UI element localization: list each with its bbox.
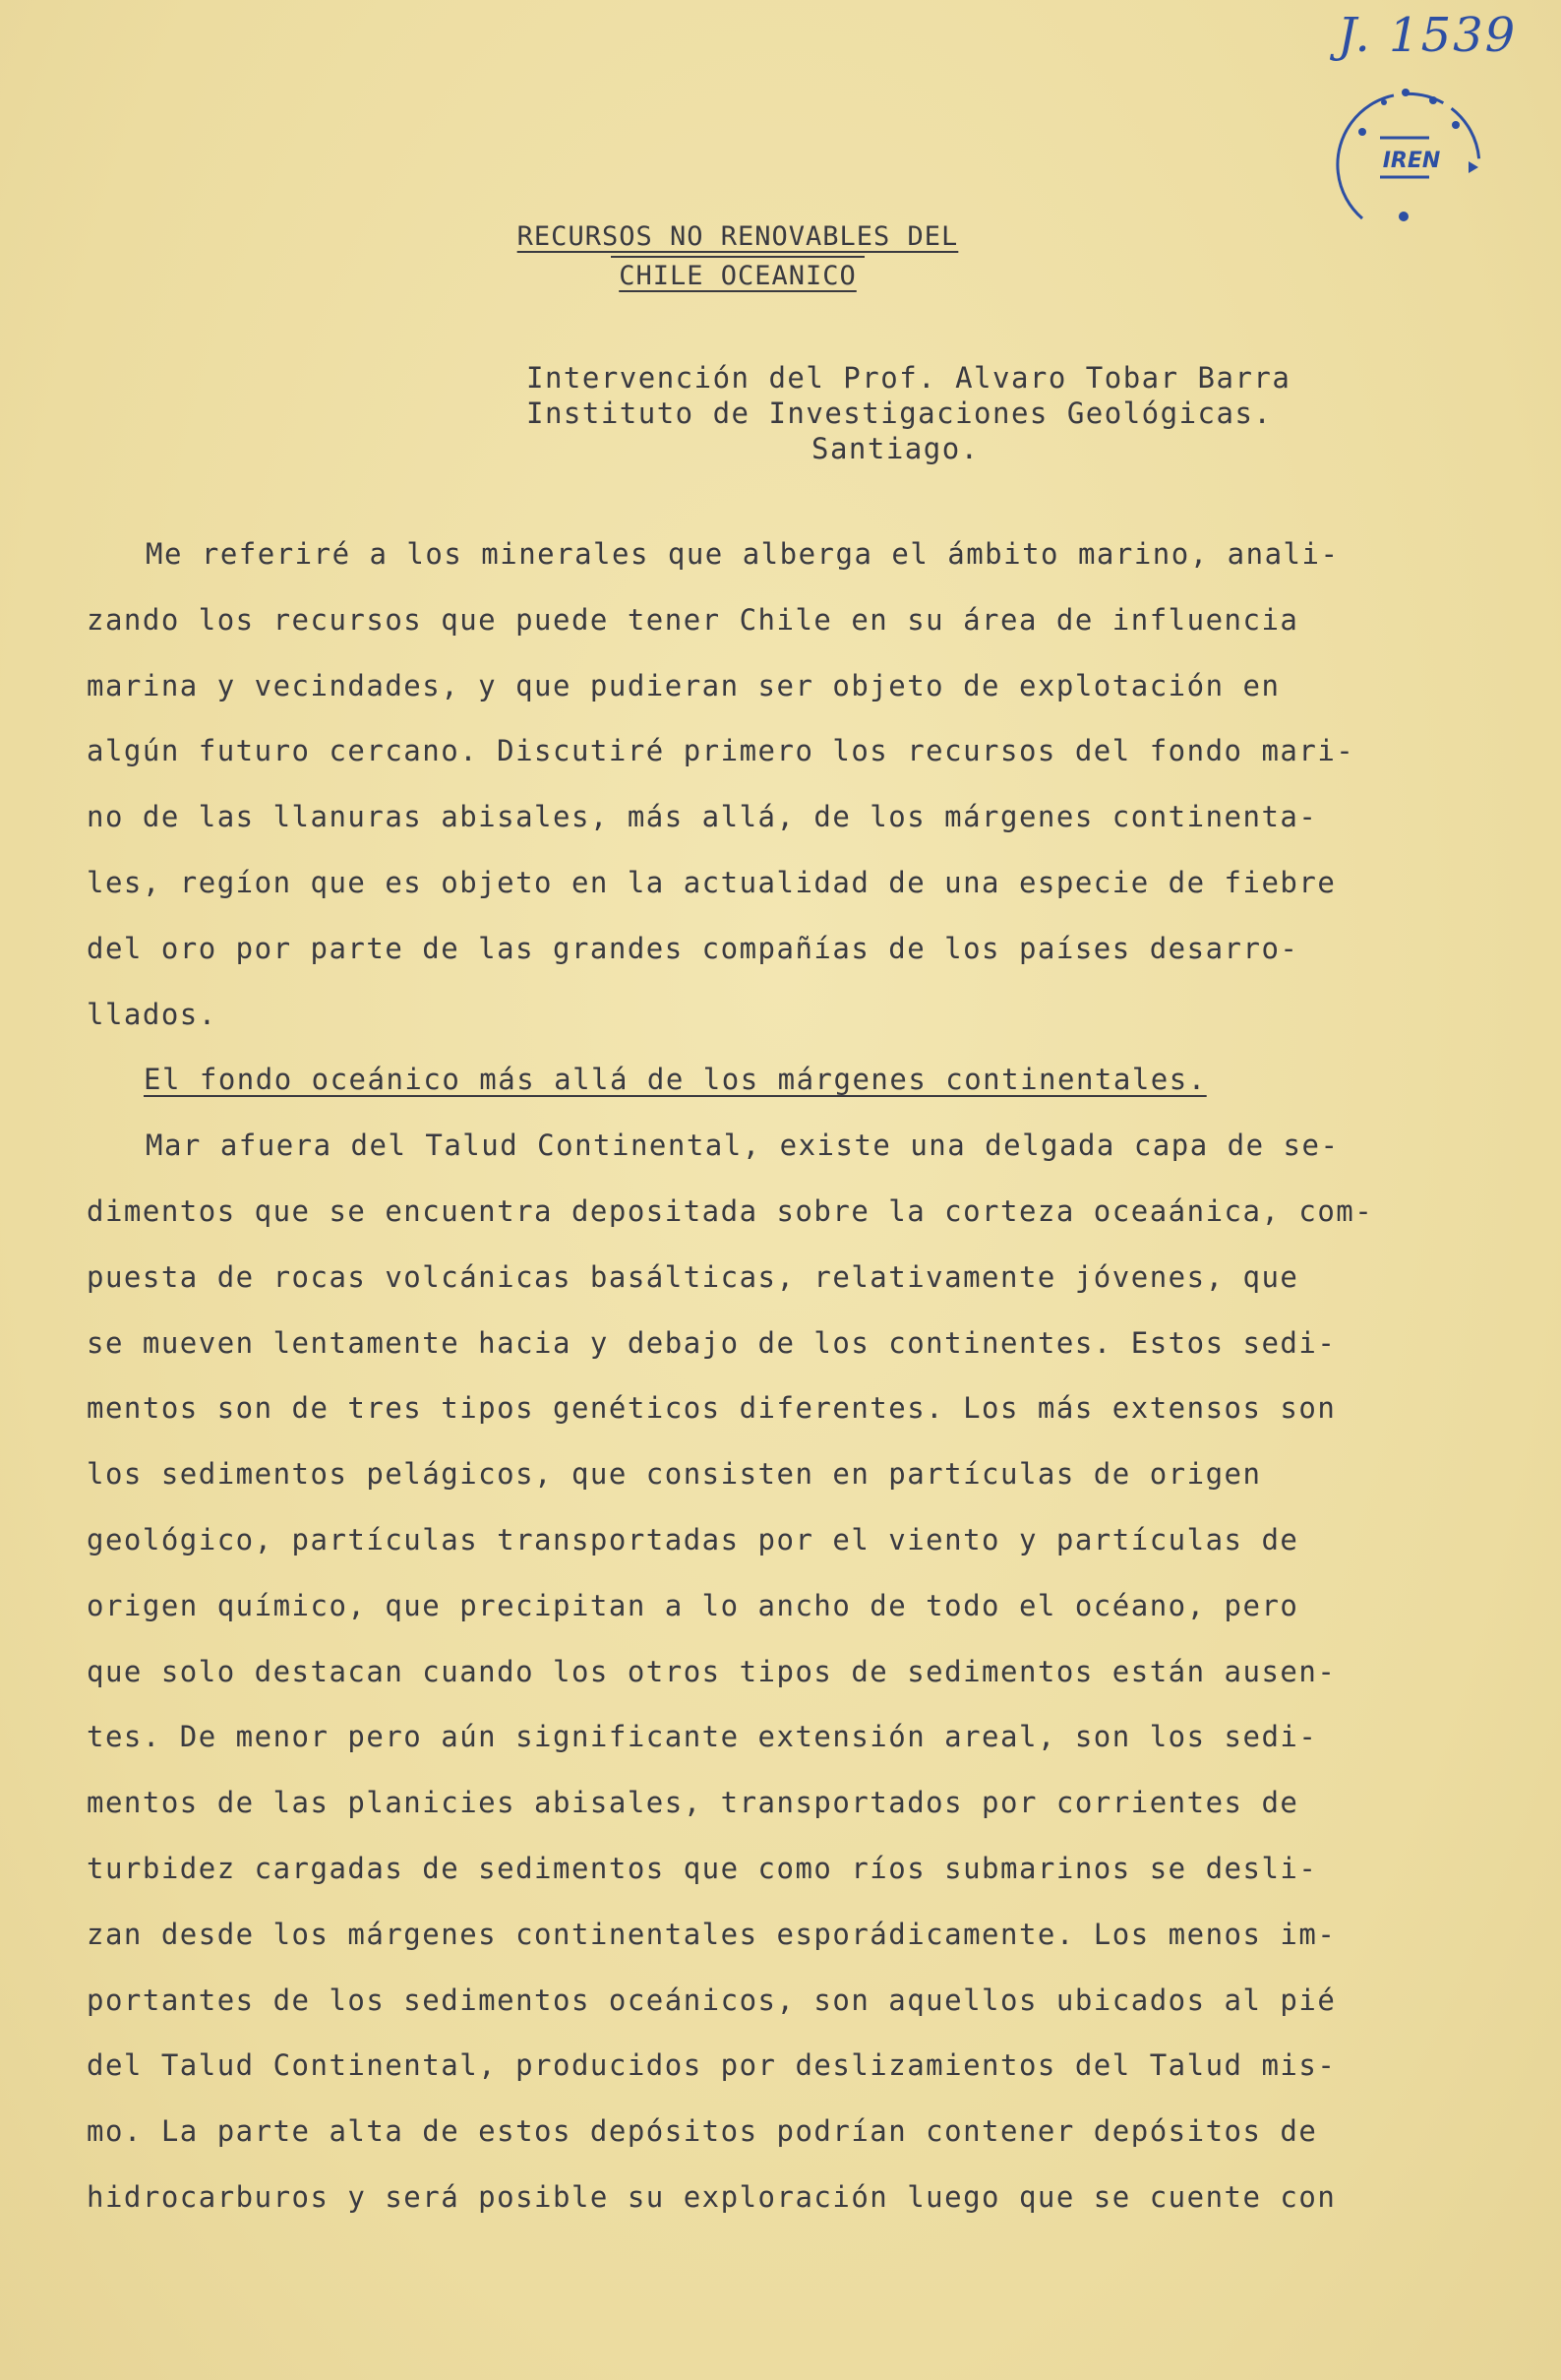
- institution-name: Instituto de Investigaciones Geológicas.: [526, 397, 1273, 430]
- text-line: turbidez cargadas de sedimentos que como ríos submarinos se desli-: [87, 1851, 1318, 1885]
- speaker-block: [526, 360, 1411, 466]
- text-line: les, regíon que es objeto en la actualidad de una especie de fiebre: [87, 865, 1337, 899]
- text-line: que solo destacan cuando los otros tipos de sedimentos están ausen-: [87, 1654, 1337, 1688]
- text-line: llados.: [87, 997, 217, 1031]
- text-line: puesta de rocas volcánicas basálticas, relativamente jóvenes, que: [87, 1259, 1299, 1294]
- text-line: no de las llanuras abisales, más allá, de los márgenes continenta-: [87, 800, 1318, 834]
- text-line: dimentos que se encuentra depositada sobre la corteza oceaánica, com-: [87, 1193, 1374, 1228]
- archive-number: J. 1539: [1338, 8, 1518, 63]
- text-line: zan desde los márgenes continentales esporádicamente. Los menos im-: [87, 1917, 1337, 1951]
- speaker-name: Intervención del Prof. Alvaro Tobar Barra: [526, 361, 1291, 395]
- text-line: mentos de las planicies abisales, transportados por corrientes de: [87, 1786, 1299, 1820]
- body-text: [87, 521, 1483, 2230]
- text-line: los sedimentos pelágicos, que consisten en partículas de origen: [87, 1457, 1262, 1492]
- city-name: Santiago.: [811, 432, 980, 465]
- text-line: geológico, partículas transportadas por el viento y partículas de: [87, 1522, 1299, 1556]
- text-line: del Talud Continental, producidos por deslizamientos del Talud mis-: [87, 2048, 1337, 2083]
- text-line: mentos son de tres tipos genéticos diferentes. Los más extensos son: [87, 1391, 1337, 1426]
- title-line-2: CHILE OCEANICO: [611, 256, 865, 295]
- text-line: hidrocarburos y será posible su exploración luego que se cuente con: [87, 2179, 1337, 2214]
- text-line: tes. De menor pero aún significante extensión areal, son los sedi-: [87, 1720, 1318, 1754]
- text-line: mo. La parte alta de estos depósitos podrían contener depósitos de: [87, 2114, 1318, 2149]
- library-stamp: [1323, 71, 1490, 238]
- section-heading: El fondo oceánico más allá de los márgenes continentales.: [144, 1063, 1207, 1097]
- text-line: algún futuro cercano. Discutiré primero los recursos del fondo mari-: [87, 734, 1355, 768]
- title-line-1: RECURSOS NO RENOVABLES DEL: [516, 221, 959, 252]
- text-line: del oro por parte de las grandes compañías de los países desarro-: [87, 931, 1299, 965]
- text-line: Mar afuera del Talud Continental, existe una delgada capa de se-: [146, 1129, 1340, 1163]
- text-line: zando los recursos que puede tener Chile en su área de influencia: [87, 602, 1299, 637]
- text-line: portantes de los sedimentos oceánicos, son aquellos ubicados al pié: [87, 1983, 1337, 2017]
- stamp-label: IREN: [1382, 149, 1441, 173]
- text-line: se mueven lentamente hacia y debajo de los continentes. Estos sedi-: [87, 1325, 1337, 1360]
- document-title: [462, 218, 1013, 295]
- text-line: Me referiré a los minerales que alberga el ámbito marino, anali-: [146, 537, 1340, 571]
- text-line: origen químico, que precipitan a lo ancho de todo el océano, pero: [87, 1588, 1299, 1622]
- text-line: marina y vecindades, y que pudieran ser objeto de explotación en: [87, 668, 1281, 702]
